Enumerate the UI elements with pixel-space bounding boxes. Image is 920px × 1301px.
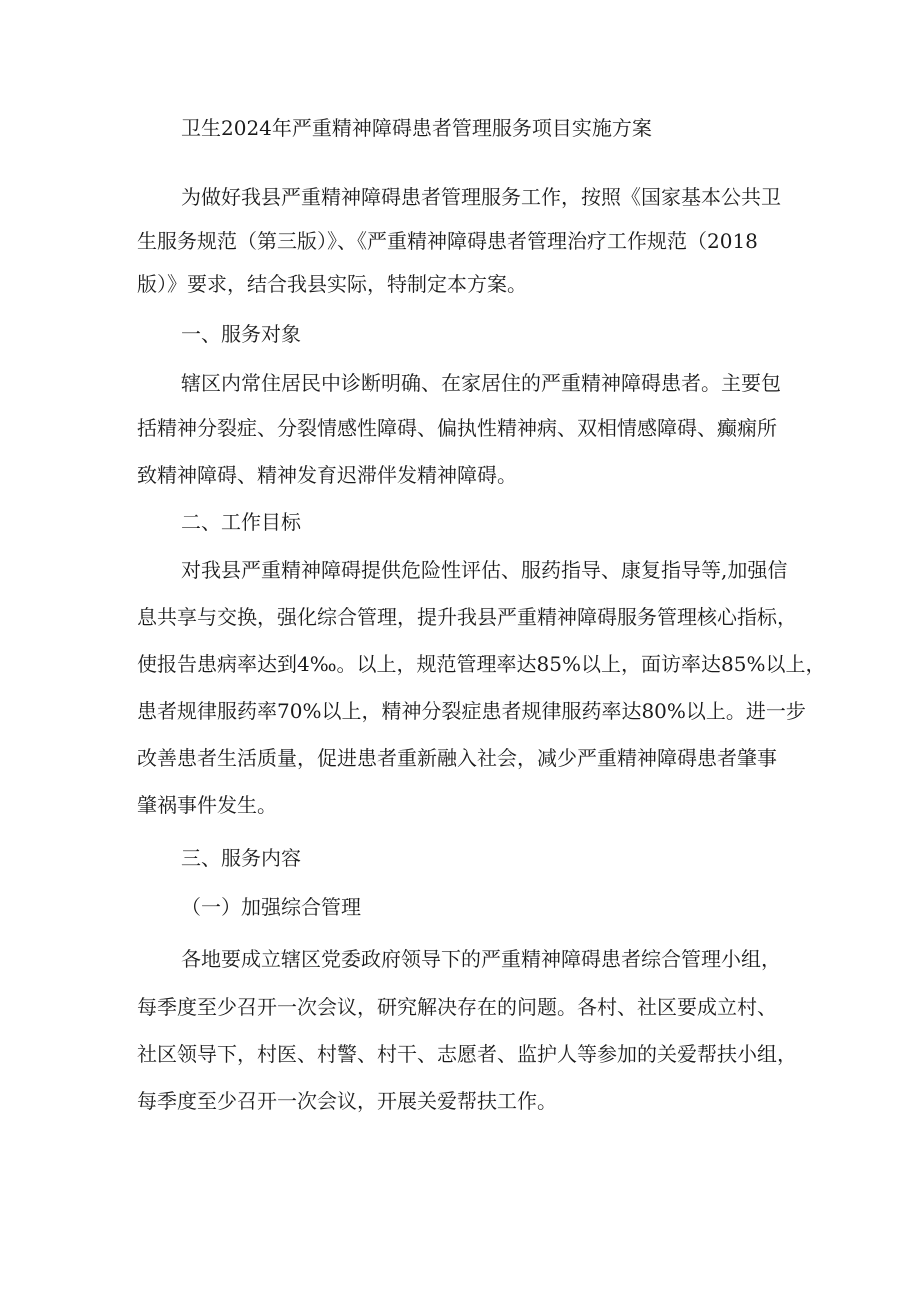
intro-line-3: 版）》要求，结合我县实际，特制定本方案。 [137, 272, 527, 296]
subsection-1-line-1: 各地要成立辖区党委政府领导下的严重精神障碍患者综合管理小组， [181, 947, 781, 971]
subsection-1-line-4: 每季度至少召开一次会议，开展关爱帮扶工作。 [137, 1089, 557, 1113]
section-2-line-2: 息共享与交换，强化综合管理，提升我县严重精神障碍服务管理核心指标， [137, 605, 797, 629]
section-1-heading: 一、服务对象 [181, 322, 301, 346]
section-2-heading: 二、工作目标 [181, 510, 301, 534]
intro-line-2: 生服务规范（第三版）》、《严重精神障碍患者管理治疗工作规范（2018 [137, 229, 758, 253]
section-2-line-4: 患者规律服药率70%以上，精神分裂症患者规律服药率达80%以上。进一步 [137, 699, 806, 723]
intro-line-1: 为做好我县严重精神障碍患者管理服务工作，按照《国家基本公共卫 [181, 185, 781, 209]
section-2-line-6: 肇祸事件发生。 [137, 793, 277, 817]
subsection-1-line-2: 每季度至少召开一次会议，研究解决存在的问题。各村、社区要成立村、 [137, 995, 777, 1019]
section-1-line-1: 辖区内常住居民中诊断明确、在家居住的严重精神障碍患者。主要包 [181, 371, 781, 395]
section-2-line-1: 对我县严重精神障碍提供危险性评估、服药指导、康复指导等,加强信 [181, 558, 788, 582]
section-3-heading: 三、服务内容 [181, 846, 301, 870]
section-1-line-2: 括精神分裂症、分裂情感性障碍、偏执性精神病、双相情感障碍、癫痫所 [137, 416, 777, 440]
subsection-1-heading: （一）加强综合管理 [181, 895, 361, 919]
section-2-line-3: 使报告患病率达到4‰。以上，规范管理率达85%以上，面访率达85%以上， [137, 652, 826, 676]
section-2-line-5: 改善患者生活质量，促进患者重新融入社会，减少严重精神障碍患者肇事 [137, 746, 777, 770]
document-title: 卫生2024年严重精神障碍患者管理服务项目实施方案 [181, 116, 652, 140]
section-1-line-3: 致精神障碍、精神发育迟滞伴发精神障碍。 [137, 463, 517, 487]
subsection-1-line-3: 社区领导下，村医、村警、村干、志愿者、监护人等参加的关爱帮扶小组， [137, 1042, 797, 1066]
